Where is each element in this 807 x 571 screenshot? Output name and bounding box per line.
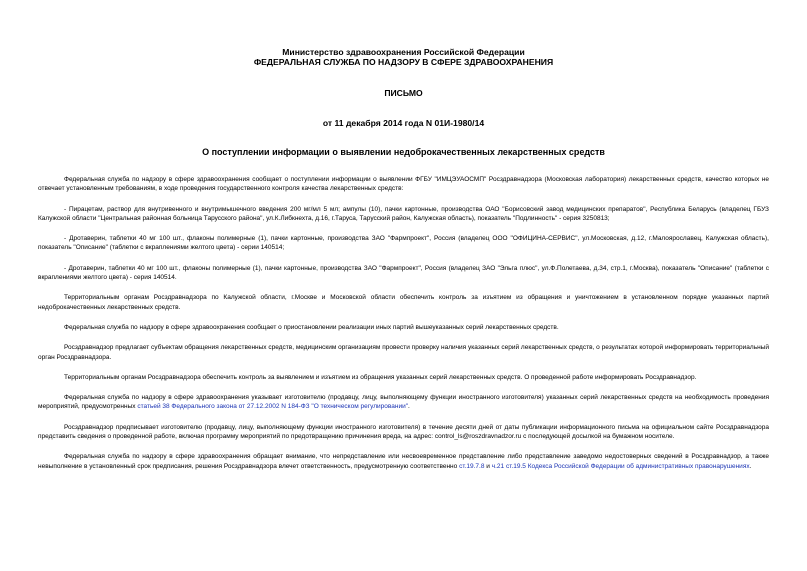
document-body <box>38 175 769 471</box>
document-date-number: от 11 декабря 2014 года N 01И-1980/14 <box>322 118 485 128</box>
ministry-name: Министерство здравоохранения Российской Федерации <box>282 47 525 57</box>
document-type: ПИСЬМО <box>384 88 423 98</box>
law-article-38-link[interactable]: статьей 38 Федерального закона от 27.12.2002 N 184-ФЗ "О техническом регулировании" <box>137 403 409 411</box>
document-subject: О поступлении информации о выявлении недоброкачественных лекарственных средств <box>202 147 605 157</box>
paragraph-text: . <box>408 403 410 411</box>
paragraph-text: и <box>484 462 492 470</box>
paragraph-intro: Федеральная служба по надзору в сфере здравоохранения сообщает о поступлении информации о выявлении ФГБУ "ИМЦЭУАОСМП" Росздравнадзора (Московская лаборатория) лекарственных средств, качество которых не отвечает установленным требованиям, в ходе проведения государственного контроля качества лекарственных средств: <box>38 176 769 193</box>
code-article-19-7-8-link[interactable]: ст.19.7.8 <box>459 462 485 470</box>
paragraph-check-proposal: Росздравнадзор предлагает субъектам обращения лекарственных средств, медицинским организациям провести проверку наличия указанных серий лекарственных средств, о результатах которой информировать территориальный орган Росздравнадзора. <box>38 344 769 361</box>
paragraph-territorial-control: Территориальным органам Росздравнадзора по Калужской области, г.Москве и Московской области обеспечить контроль за изъятием из обращения и уничтожением в установленном порядке указанных партий недоброкачественных лекарственных средств. <box>38 294 769 311</box>
paragraph-prescription: Росздравнадзор предписывает изготовителю (продавцу, лицу, выполняющему функции иностранного изготовителя) в течение десяти дней от даты публикации информационного письма на официальном сайте Росздравнадзора представить сведения о проведенной работе, включая программу мероприятий по предотвращению причинения вреда, на адрес: control_ls@roszdravnadzor.ru с последующей досылкой на бумажном носителе. <box>38 423 769 441</box>
code-article-19-5-link[interactable]: ч.21 ст.19.5 Кодекса Российской Федерации об административных правонарушениях <box>491 462 750 470</box>
paragraph-item-drotaverin-2: - Дротаверин, таблетки 40 мг 100 шт., флаконы полимерные (1), пачки картонные, производства ЗАО "Фармпроект", Россия (владелец ЗАО "Эльга плюс", ул.Ф.Полетаева, д.34, стр.1, г.Москва), показатель "Описание" (таблетки с вкраплениями желтого цвета) - серия 140514. <box>38 264 769 282</box>
paragraph-suspension: Федеральная служба по надзору в сфере здравоохранения сообщает о приостановлении реализации иных партий вышеуказанных серий лекарственных средств. <box>64 323 559 331</box>
paragraph-withdrawal-control: Территориальным органам Росздравнадзора обеспечить контроль за выявлением и изъятием из обращения указанных серий лекарственных средств. О проведенной работе информировать Росздравнадзор. <box>64 373 697 381</box>
paragraph-text: Федеральная служба по надзору в сфере здравоохранения указывает изготовителю (продавцу, лицу, выполняющему функции иностранного изготовителя) указанных серий лекарственных средств на необходимость проведения мероприятий, предусмотренных <box>38 394 769 411</box>
paragraph-item-piracetam: - Пирацетам, раствор для внутривенного и внутримышечного введения 200 мг/мл 5 мл; ампулы (10), пачки картонные, производства ОАО "Борисовский завод медицинских препаратов", Республика Беларусь (владелец ГБУЗ Калужской области "Центральная районная больница Тарусского района", ул.К.Либкнехта, д.16, г.Таруса, Тарусский район, Калужская область), показатель "Подлинность" - серия 3250813; <box>38 205 769 222</box>
paragraph-text: . <box>749 462 752 470</box>
paragraph-text: Федеральная служба по надзору в сфере здравоохранения обращает внимание, что непредставление или несвоевременное представление либо представление заведомо недостоверных сведений в Росздравнадзор, а также невыполнение в установленный срок предписания, решения Росздравнадзора влечет ответственность, предусмотренную соответственно <box>38 453 769 470</box>
paragraph-responsibility <box>38 452 769 471</box>
paragraph-item-drotaverin-1: - Дротаверин, таблетки 40 мг 100 шт., флаконы полимерные (1), пачки картонные, производства ЗАО "Фармпроект", Россия (владелец ООО "ОФИЦИНА-СЕРВИС", ул.Московская, д.12, г.Малоярославец, Калужская область), показатель "Описание" (таблетки с вкраплениями желтого цвета) - серии 140514; <box>38 235 769 252</box>
service-name: ФЕДЕРАЛЬНАЯ СЛУЖБА ПО НАДЗОРУ В СФЕРЕ ЗДРАВООХРАНЕНИЯ <box>253 57 554 67</box>
paragraph-manufacturer-measures <box>38 393 769 412</box>
